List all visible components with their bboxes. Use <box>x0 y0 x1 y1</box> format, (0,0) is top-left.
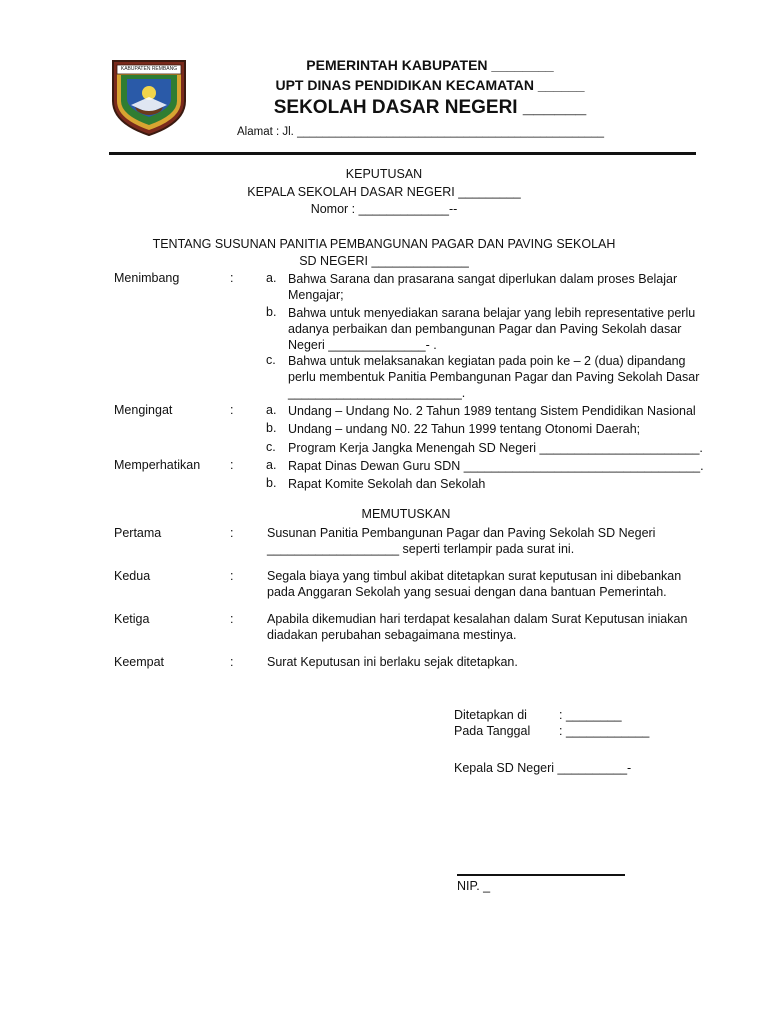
memperhatikan-colon: : <box>230 458 234 472</box>
memperhatikan-item: Rapat Dinas Dewan Guru SDN __________________________________. <box>288 459 704 473</box>
signature-position: Kepala SD Negeri __________- <box>454 761 632 775</box>
memperhatikan-label: Memperhatikan <box>114 458 201 472</box>
memperhatikan-marker: a. <box>266 458 277 472</box>
decision-text: Susunan Panitia Pembangunan Pagar dan Paving Sekolah SD Negeri ___________________ seperti terlampir pada surat ini. <box>267 526 656 556</box>
decision-colon: : <box>230 655 234 669</box>
mengingat-item: Undang – Undang No. 2 Tahun 1989 tentang Sistem Pendidikan Nasional <box>288 404 696 418</box>
menimbang-item: Bahwa untuk melaksanakan kegiatan pada poin ke – 2 (dua) dipandang perlu membentuk Panitia Pembangunan Pagar dan Paving Sekolah Dasar _________________________. <box>288 354 700 400</box>
decision-colon: : <box>230 526 234 540</box>
letterhead-divider <box>109 152 696 155</box>
decree-heading: KEPUTUSAN <box>345 167 423 181</box>
decree-about: TENTANG SUSUNAN PANITIA PEMBANGUNAN PAGAR DAN PAVING SEKOLAH <box>152 237 616 251</box>
regency-emblem <box>107 57 191 137</box>
letterhead-address: Alamat : Jl. ________________________________________________ <box>237 126 605 138</box>
decision-text: Apabila dikemudian hari terdapat kesalahan dalam Surat Keputusan iniakan diadakan perubahan sebagaimana mestinya. <box>267 612 688 642</box>
menimbang-colon: : <box>230 271 234 285</box>
emblem-label: KABUPATEN REMBANG <box>120 66 178 72</box>
signature-place-label: Ditetapkan di <box>454 708 527 722</box>
decree-subheading: KEPALA SEKOLAH DASAR NEGERI _________ <box>247 185 521 199</box>
letterhead-school-name: SEKOLAH DASAR NEGERI ______ <box>273 97 587 118</box>
menimbang-item: Bahwa Sarana dan prasarana sangat diperlukan dalam proses Belajar Mengajar; <box>288 272 678 302</box>
mengingat-colon: : <box>230 403 234 417</box>
menimbang-label: Menimbang <box>114 271 180 285</box>
letterhead-line2: UPT DINAS PENDIDIKAN KECAMATAN ______ <box>275 77 585 93</box>
menimbang-marker: a. <box>266 271 277 285</box>
mengingat-marker: a. <box>266 403 277 417</box>
decision-label: Ketiga <box>114 612 150 626</box>
decision-text: Surat Keputusan ini berlaku sejak ditetapkan. <box>267 655 518 669</box>
signature-nip: NIP. _ <box>457 879 491 893</box>
signature-line <box>457 874 625 876</box>
mengingat-marker: c. <box>266 440 276 454</box>
decision-colon: : <box>230 569 234 583</box>
menimbang-marker: c. <box>266 353 276 367</box>
decree-number: Nomor : _____________-- <box>310 202 458 216</box>
signature-date-label: Pada Tanggal <box>454 724 531 738</box>
signature-date-value: : ____________ <box>559 724 650 738</box>
mengingat-label: Mengingat <box>114 403 173 417</box>
menimbang-marker: b. <box>266 305 277 319</box>
memperhatikan-item: Rapat Komite Sekolah dan Sekolah <box>288 477 486 491</box>
menimbang-item: Bahwa untuk menyediakan sarana belajar yang lebih representative perlu adanya perbaikan dan pembangunan Pagar dan Paving Sekolah dasar Negeri ______________- . <box>288 306 696 352</box>
mengingat-item: Undang – undang N0. 22 Tahun 1999 tentang Otonomi Daerah; <box>288 422 641 436</box>
decision-label: Keempat <box>114 655 165 669</box>
decree-school: SD NEGERI ______________ <box>299 254 469 268</box>
decision-text: Segala biaya yang timbul akibat ditetapkan surat keputusan ini dibebankan pada Anggaran Sekolah yang sesuai dengan dana bantuan Pemerintah. <box>267 569 682 599</box>
decision-colon: : <box>230 612 234 626</box>
mengingat-marker: b. <box>266 421 277 435</box>
letterhead-line1: PEMERINTAH KABUPATEN ________ <box>306 57 554 73</box>
decision-label: Pertama <box>114 526 162 540</box>
memutuskan-heading: MEMUTUSKAN <box>361 507 451 521</box>
signature-place-value: : ________ <box>559 708 622 722</box>
decision-label: Kedua <box>114 569 151 583</box>
memperhatikan-marker: b. <box>266 476 277 490</box>
mengingat-item: Program Kerja Jangka Menengah SD Negeri _______________________. <box>288 441 703 455</box>
